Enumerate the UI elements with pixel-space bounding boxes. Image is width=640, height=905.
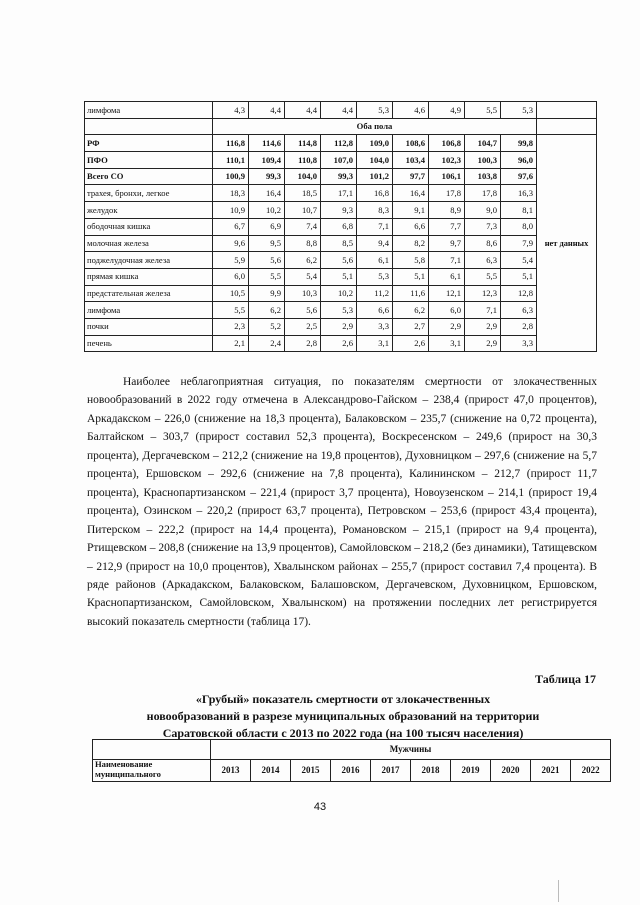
table-cell: 7,9 [501,235,537,252]
no-data-note: нет данных [537,135,597,352]
blank-header-cell [93,740,211,760]
table-cell: 99,3 [249,168,285,185]
table-cell: 103,8 [465,168,501,185]
table-cell: 97,6 [501,168,537,185]
table-cell: 5,4 [285,268,321,285]
table-cell: 5,3 [321,302,357,319]
table-cell: 12,3 [465,285,501,302]
table-cell: 16,8 [357,185,393,202]
table-cell: 100,3 [465,152,501,169]
table-cell: 4,4 [321,102,357,119]
table-cell: 8,8 [285,235,321,252]
table-row [85,102,597,119]
row-label: поджелудочная железа [85,252,213,269]
table-cell: 18,3 [213,185,249,202]
table-row [85,235,597,252]
row-label: молочная железа [85,235,213,252]
row-label: ободочная кишка [85,218,213,235]
table-cell: 102,3 [429,152,465,169]
table-cell: 9,7 [429,235,465,252]
table-cell: 5,5 [213,302,249,319]
table-cell: 17,8 [465,185,501,202]
table-cell: 10,9 [213,202,249,219]
row-label: предстательная железа [85,285,213,302]
table-cell: 6,2 [393,302,429,319]
table-cell: 114,8 [285,135,321,152]
table-cell: 112,8 [321,135,357,152]
table-cell: 5,5 [465,102,501,119]
table-cell: 104,0 [285,168,321,185]
table-cell: 16,3 [501,185,537,202]
table-cell: 109,0 [357,135,393,152]
table-cell: 6,0 [429,302,465,319]
year-header: 2015 [291,760,331,782]
mortality-table-bottom [92,739,611,782]
table-cell: 6,3 [501,302,537,319]
table-cell: 2,9 [429,318,465,335]
row-label: лимфома [85,102,213,119]
table-cell: 5,9 [213,252,249,269]
table-cell: 3,3 [501,335,537,352]
table-cell: 116,8 [213,135,249,152]
table-cell: 103,4 [393,152,429,169]
table-cell: 6,9 [249,218,285,235]
table-cell: 5,5 [249,268,285,285]
section-row [85,118,597,135]
table-cell: 6,1 [429,268,465,285]
table-cell: 97,7 [393,168,429,185]
year-header: 2021 [531,760,571,782]
table-cell: 96,0 [501,152,537,169]
table-cell: 9,0 [465,202,501,219]
group-header-men: Мужчины [211,740,611,760]
table-cell: 7,7 [429,218,465,235]
page-number: 43 [313,801,327,813]
table-row [85,302,597,319]
table-cell: 3,3 [357,318,393,335]
table-cell: 5,3 [357,102,393,119]
table-title-line-2: новообразований в разрезе муниципальных образований на территории [146,709,540,723]
table-cell: 10,7 [285,202,321,219]
table-cell: 107,0 [321,152,357,169]
table-cell: 7,1 [465,302,501,319]
table-cell: 2,6 [321,335,357,352]
table-cell: 5,8 [393,252,429,269]
table-title-line-3: Саратовской области с 2013 по 2022 года (на 100 тысяч населения) [162,726,524,740]
table-number: Таблица 17 [535,672,596,686]
table-cell: 8,6 [465,235,501,252]
table-cell: 4,4 [249,102,285,119]
table-cell: 9,6 [213,235,249,252]
table-cell: 12,8 [501,285,537,302]
table-cell: 3,1 [357,335,393,352]
table-cell: 104,0 [357,152,393,169]
table-row [85,168,597,185]
year-header: 2014 [251,760,291,782]
table-cell: 2,4 [249,335,285,352]
table-cell: 100,9 [213,168,249,185]
table-cell: 12,1 [429,285,465,302]
table-cell: 4,3 [213,102,249,119]
row-label: трахея, бронхи, легкое [85,185,213,202]
table-cell: 3,1 [429,335,465,352]
row-label: прямая кишка [85,268,213,285]
row-label: почки [85,318,213,335]
table-cell: 6,2 [249,302,285,319]
table-cell: 4,6 [393,102,429,119]
table-cell: 8,9 [429,202,465,219]
table-row [85,185,597,202]
note-cell [537,118,597,135]
year-header: 2017 [371,760,411,782]
table-cell: 6,6 [393,218,429,235]
year-header: 2013 [211,760,251,782]
table-cell: 6,1 [357,252,393,269]
table-cell: 2,8 [285,335,321,352]
table-cell: 2,8 [501,318,537,335]
table-cell: 7,1 [357,218,393,235]
table-cell: 8,0 [501,218,537,235]
table-cell: 2,9 [321,318,357,335]
table-cell: 9,4 [357,235,393,252]
table-cell: 7,4 [285,218,321,235]
table-cell: 9,3 [321,202,357,219]
table-cell: 108,6 [393,135,429,152]
table-row [85,268,597,285]
table-cell: 5,6 [249,252,285,269]
table-cell: 6,7 [213,218,249,235]
table-cell: 17,8 [429,185,465,202]
table-cell: 5,6 [285,302,321,319]
table-row [85,318,597,335]
year-header: 2019 [451,760,491,782]
table-cell: 5,1 [501,268,537,285]
table-cell: 2,3 [213,318,249,335]
table-cell: 6,6 [357,302,393,319]
table-cell: 6,3 [465,252,501,269]
year-header: 2022 [571,760,611,782]
note-cell [537,102,597,119]
table-cell: 7,1 [429,252,465,269]
table-cell: 5,5 [465,268,501,285]
table-row [85,152,597,169]
binding-mark [558,880,559,902]
table-cell: 106,8 [429,135,465,152]
table-cell: 8,3 [357,202,393,219]
table-cell: 5,1 [393,268,429,285]
table-cell: 6,8 [321,218,357,235]
table-cell: 110,1 [213,152,249,169]
table-cell: 99,3 [321,168,357,185]
table-row [85,252,597,269]
table-cell: 2,9 [465,318,501,335]
table-cell: 5,2 [249,318,285,335]
table-cell: 8,5 [321,235,357,252]
row-label: Всего СО [85,168,213,185]
table-cell: 109,4 [249,152,285,169]
row-label: РФ [85,135,213,152]
table-cell: 16,4 [393,185,429,202]
table-cell: 11,2 [357,285,393,302]
table-cell: 18,5 [285,185,321,202]
blank-cell [85,118,213,135]
table-title-line-1: «Грубый» показатель смертности от злокачественных [195,692,491,706]
table-cell: 10,2 [249,202,285,219]
name-column-header: Наименование муниципального [93,760,211,782]
year-header: 2020 [491,760,531,782]
row-label: печень [85,335,213,352]
table-cell: 10,2 [321,285,357,302]
table-cell: 4,4 [285,102,321,119]
row-label: ПФО [85,152,213,169]
body-paragraph: Наиболее неблагоприятная ситуация, по показателям смертности от злокачественных новообразований в 2022 году отмечена в Александрово-Гайском – 238,4 (прирост 47,0 процентов), Аркадакском – 226,0 (снижение на 18,3 процента), Балаковском – 235,7 (снижение на 0,72 процента), Балтайском – 303,7 (прирост составил 52,3 процента), Воскресенском – 249,6 (прирост на 30,3 процента), Дергачевском – 212,2 (снижение на 19,8 процентов), Духовницком – 297,6 (снижение на 5,7 процента), Ершовском – 292,6 (снижение на 7,8 процента), Калининском – 212,7 (прирост 11,7 процента), Краснопартизанском – 221,4 (прирост 3,7 процента), Новоузенском – 214,1 (прирост 19,4 процента), Озинском – 220,2 (прирост 63,7 процента), Петровском – 253,6 (прирост 43,4 процента), Питерском – 222,2 (прирост на 14,4 процента), Романовском – 215,1 (прирост на 9,4 процента), Ртищевском – 208,8 (снижение на 13,9 процентов), Самойловском – 218,2 (без динамики), Татищевском – 212,9 (прирост на 10,0 процентов), Хвалынском районах – 255,7 (прирост составил 7,4 процента). В ряде районов (Аркадакском, Балаковском, Балашовском, Дергачевском, Духовницком, Ершовском, Краснопартизанском, Самойловском, Хвалынском) на протяжении последних лет регистрируется высокий показатель смертности (таблица 17). [87,376,597,628]
section-label: Оба пола [213,118,537,135]
table-row [85,285,597,302]
table-cell: 2,7 [393,318,429,335]
table-cell: 17,1 [321,185,357,202]
table-cell: 114,6 [249,135,285,152]
table-cell: 2,1 [213,335,249,352]
table-cell: 110,8 [285,152,321,169]
table-row [85,335,597,352]
table-cell: 5,1 [321,268,357,285]
mortality-table-top [84,101,597,352]
table-cell: 11,6 [393,285,429,302]
table-cell: 9,1 [393,202,429,219]
table-cell: 7,3 [465,218,501,235]
table-cell: 106,1 [429,168,465,185]
year-header: 2018 [411,760,451,782]
table-cell: 101,2 [357,168,393,185]
table-row [85,202,597,219]
table-row [85,135,597,152]
year-header: 2016 [331,760,371,782]
table-cell: 16,4 [249,185,285,202]
table-cell: 4,9 [429,102,465,119]
table-cell: 10,3 [285,285,321,302]
table-cell: 8,1 [501,202,537,219]
table-cell: 2,5 [285,318,321,335]
row-label: желудок [85,202,213,219]
table-cell: 2,6 [393,335,429,352]
table-cell: 104,7 [465,135,501,152]
table-row [85,218,597,235]
table-cell: 2,9 [465,335,501,352]
table-cell: 99,8 [501,135,537,152]
table-cell: 8,2 [393,235,429,252]
table-cell: 5,6 [321,252,357,269]
table-cell: 10,5 [213,285,249,302]
table-cell: 6,2 [285,252,321,269]
table-cell: 5,3 [501,102,537,119]
table-cell: 5,3 [357,268,393,285]
table-cell: 6,0 [213,268,249,285]
table-cell: 9,5 [249,235,285,252]
table-cell: 5,4 [501,252,537,269]
row-label: лимфома [85,302,213,319]
table-cell: 9,9 [249,285,285,302]
